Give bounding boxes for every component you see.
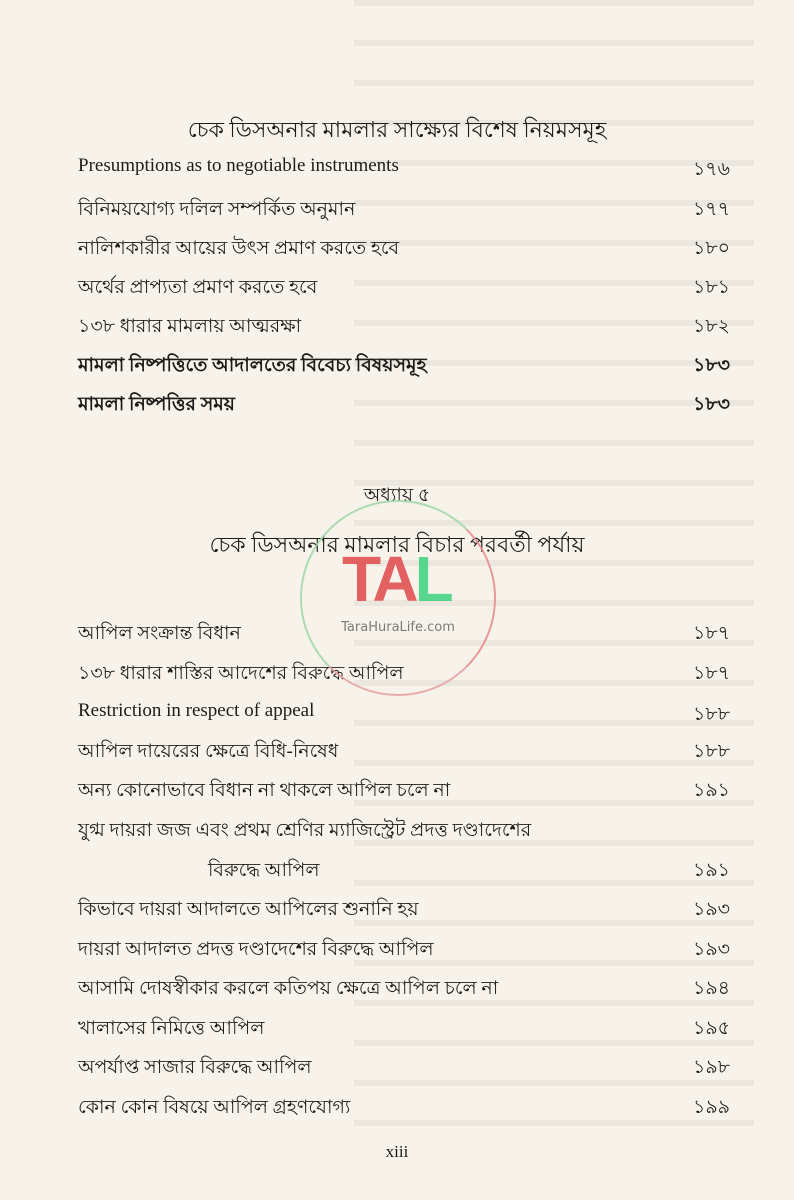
toc-entry: [78, 195, 730, 225]
toc-entry: [78, 895, 730, 925]
toc-entry-title: অর্থের প্রাপ্যতা প্রমাণ করতে হবে: [78, 277, 318, 298]
toc-entry: [78, 816, 730, 846]
watermark-logo: [300, 500, 496, 696]
toc-entry-title: ১৩৮ ধারার মামলায় আত্মরক্ষা: [78, 316, 302, 337]
toc-entry: [78, 155, 730, 185]
toc-entry-title: কিভাবে দায়রা আদালতে আপিলের শুনানি হয়: [78, 899, 419, 920]
toc-entry-page: ১৭৬: [692, 159, 730, 180]
toc-entry-page: ১৯৩: [692, 939, 730, 960]
toc-entry-page: ১৯৩: [692, 899, 730, 920]
toc-entry: [78, 856, 730, 886]
page-number: xiii: [385, 1142, 409, 1161]
toc-entry-title: খালাসের নিমিত্তে আপিল: [78, 1018, 265, 1039]
toc-entry: [78, 974, 730, 1004]
toc-entry-page: ১৮৮: [693, 704, 730, 725]
toc-entry-page: ১৮৭: [692, 663, 730, 684]
toc-entry: [78, 390, 730, 420]
toc-entry-title: নালিশকারীর আয়ের উৎস প্রমাণ করতে হবে: [78, 238, 400, 259]
toc-entry: [78, 1093, 730, 1123]
toc-entry-page: ১৮৭: [692, 623, 730, 644]
toc-entry-title: মামলা নিষ্পত্তির সময়: [78, 394, 236, 415]
toc-entry: [78, 273, 730, 303]
toc-entry-page: ১৮৩: [692, 394, 730, 415]
toc-entry-title: আসামি দোষস্বীকার করলে কতিপয় ক্ষেত্রে আপিল চলে না: [78, 978, 499, 999]
toc-entry-title: মামলা নিষ্পত্তিতে আদালতের বিবেচ্য বিষয়সমূহ: [78, 355, 427, 376]
toc-entry: [78, 737, 730, 767]
toc-entry-title: আপিল সংক্রান্ত বিধান: [78, 623, 241, 644]
toc-entry-page: ১৮০: [692, 238, 730, 259]
toc-entry-title: Restriction in respect of appeal: [78, 700, 315, 721]
toc-entry-page: ১৯১: [693, 860, 730, 881]
toc-entry-page: ১৮২: [692, 316, 730, 337]
toc-entry-title: বিনিময়যোগ্য দলিল সম্পর্কিত অনুমান: [78, 199, 356, 220]
toc-entry-title: Presumptions as to negotiable instruments: [78, 155, 399, 176]
toc-entry-page: ১৯৮: [693, 1057, 730, 1078]
toc-entry-title: বিরুদ্ধে আপিল: [208, 860, 320, 881]
chapter-label: অধ্যায় ৫: [363, 485, 431, 506]
toc-entry: [78, 700, 730, 730]
watermark-site: TaraHuraLife.com: [341, 620, 455, 635]
toc-entry-page: ১৯৫: [693, 1018, 730, 1039]
toc-entry: [78, 1014, 730, 1044]
toc-entry: [78, 935, 730, 965]
toc-entry-page: ১৮১: [693, 277, 730, 298]
toc-entry-page: ১৮৮: [693, 741, 730, 762]
toc-entry-page: ১৯১: [693, 780, 730, 801]
toc-entry: [78, 312, 730, 342]
toc-entry-page: ১৯৯: [693, 1097, 730, 1118]
toc-entry-title: যুগ্ম দায়রা জজ এবং প্রথম শ্রেণির ম্যাজিস্ট্রেট প্রদত্ত দণ্ডাদেশের: [78, 820, 532, 841]
toc-entry-title: কোন কোন বিষয়ে আপিল গ্রহণযোগ্য: [78, 1097, 351, 1118]
toc-entry: [78, 351, 730, 381]
toc-entry-page: ১৯৪: [693, 978, 730, 999]
toc-entry-title: অন্য কোনোভাবে বিধান না থাকলে আপিল চলে না: [78, 780, 451, 801]
toc-entry-page: ১৭৭: [692, 199, 730, 220]
toc-entry-title: অপর্যাপ্ত সাজার বিরুদ্ধে আপিল: [78, 1057, 312, 1078]
toc-entry: [78, 1053, 730, 1083]
toc-entry-title: ১৩৮ ধারার শাস্তির আদেশের বিরুদ্ধে আপিল: [78, 663, 404, 684]
section-heading: চেক ডিসঅনার মামলার সাক্ষ্যের বিশেষ নিয়মসমূহ: [187, 117, 607, 142]
toc-entry: [78, 234, 730, 264]
toc-entry-title: আপিল দায়েরের ক্ষেত্রে বিধি-নিষেধ: [78, 741, 339, 762]
watermark-logo-mark: TAL: [342, 543, 450, 615]
toc-entry: [78, 776, 730, 806]
toc-entry-page: ১৮৩: [692, 355, 730, 376]
toc-entry-title: দায়রা আদালত প্রদত্ত দণ্ডাদেশের বিরুদ্ধে আপিল: [78, 939, 434, 960]
chapter-heading: চেক ডিসঅনার মামলার বিচার পরবর্তী পর্যায়: [209, 532, 585, 557]
